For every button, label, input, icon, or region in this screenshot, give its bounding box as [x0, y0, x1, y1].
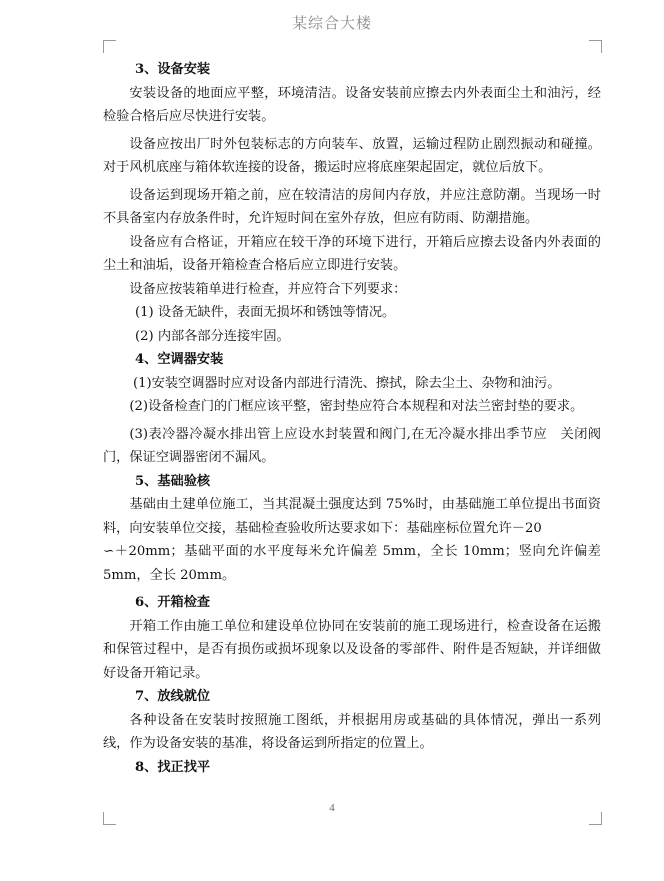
paragraph: 设备应按装箱单进行检查，并应符合下列要求： — [129, 281, 407, 297]
section-heading: 3、设备安装 — [135, 62, 211, 77]
list-item: (1)安装空调器时应对设备内部进行清洗、擦拭，除去尘土、杂物和油污。 — [133, 375, 561, 391]
paragraph: 设备应有合格证，开箱应在较干净的环境下进行，开箱后应擦去设备内外表面的尘土和油垢，设备开箱检查合格后应立即进行安装。 — [103, 234, 601, 273]
list-item: (2)设备检查门的门框应该平整，密封垫应符合本规程和对法兰密封垫的要求。 — [129, 399, 584, 414]
document-body — [103, 58, 601, 779]
paragraph: 设备运到现场开箱之前，应在较清洁的房间内存放，并应注意防潮。当现场一时不具备室内存放条件时，允许短时间在室外存放，但应有防雨、防潮措施。 — [103, 187, 601, 226]
section-heading: 6、开箱检查 — [135, 595, 211, 610]
section-heading: 8、找正找平 — [135, 759, 211, 775]
section-heading: 7、放线就位 — [135, 689, 211, 704]
paragraph: 安装设备的地面应平整，环境清洁。设备安装前应擦去内外表面尘土和油污，经检验合格后应尽快进行安装。 — [103, 85, 601, 124]
page-number: 4 — [329, 802, 335, 814]
list-item: (3)表冷器冷凝水排出管上应设水封装置和阀门,在无冷凝水排出季节应 关闭阀门，保证空调器密闭不漏风。 — [103, 426, 601, 465]
paragraph: ∽＋20mm；基础平面的水平度每米允许偏差 5mm，全长 10mm；竖向允许偏差 5mm，全长 20mm。 — [103, 544, 601, 583]
crop-mark-top-right — [589, 40, 602, 53]
paragraph: 基础由土建单位施工，当其混凝土强度达到 75%时，由基础施工单位提出书面资料，向安装单位交接，基础检查验收所达要求如下：基础座标位置允许－20 — [103, 497, 601, 536]
paragraph: 开箱工作由施工单位和建设单位协同在安装前的施工现场进行，检查设备在运搬和保管过程中，是否有损伤或损坏现象以及设备的零部件、附件是否短缺，并详细做好设备开箱记录。 — [103, 618, 601, 681]
list-item: (1) 设备无缺件，表面无损坏和锈蚀等情况。 — [135, 305, 396, 320]
list-item: (2) 内部各部分连接牢固。 — [135, 328, 290, 344]
paragraph: 设备应按出厂时外包装标志的方向装车、放置，运输过程防止剧烈振动和碰撞。对于风机底座与箱体软连接的设备，搬运时应将底座架起固定，就位后放下。 — [103, 136, 601, 175]
section-heading: 5、基础验核 — [135, 473, 211, 489]
section-heading: 4、空调器安装 — [135, 352, 224, 367]
crop-mark-top-left — [103, 40, 116, 53]
paragraph: 各种设备在安装时按照施工图纸，并根据用房或基础的具体情况，弹出一系列线，作为设备安装的基准，将设备运到所指定的位置上。 — [103, 712, 601, 751]
page-header-title: 某综合大楼 — [291, 14, 372, 32]
